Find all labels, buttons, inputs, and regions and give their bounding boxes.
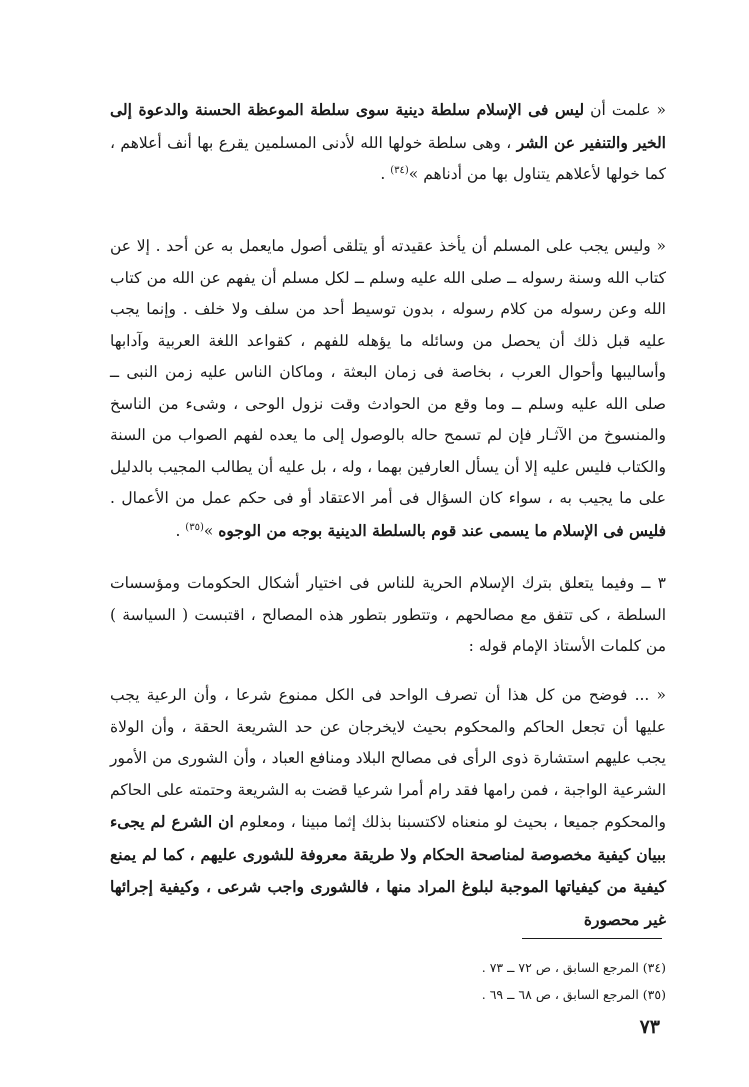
bold-emphasis: ان الشرع لم يجىء ببيان كيفية مخصوصة لمناصحة الحكام ولا طريقة معروفة للشورى عليهم ، كما لم يمنع كيفية من كيفياتها الموجبة لبلوغ المراد منها ، فالشورى واجب شرعى ، وكيفية إجرائها غير محصورة xyxy=(110,812,666,929)
paragraph-text: » xyxy=(203,521,219,540)
paragraph-text: ٣ ــ وفيما يتعلق بترك الإسلام الحرية للناس فى اختيار أشكال الحكومات ومؤسسات السلطة ، كى تتفق مع مصالحهم ، وتتطور بتطور هذه المصالح ، اقتبست ( السياسة ) من كلمات الأستاذ الإمام قوله : xyxy=(110,574,666,655)
paragraph-text: « ... فوضح من كل هذا أن تصرف الواحد فى الكل ممنوع شرعا ، وأن الرعية يجب عليها أن تجعل الحاكم والمحكوم بحيث لايخرجان عن حد الشريعة الحقة ، وأن الولاة يجب عليهم استشارة ذوى الرأى فى مصالح البلاد ومنافع العباد ، وأن الشورى من الأمور الشرعية الواجبة ، فمن رامها فقد رام أمرا شرعيا قضت به الشريعة وحتمته على الحاكم والمحكوم جميعا ، بحيث لو منعناه لاكتسبنا بذلك إثما مبينا ، ومعلوم xyxy=(110,686,666,831)
paragraph-text: ، وهى سلطة خولها الله لأدنى المسلمين يقرع بها أنف أعلاهم ، كما خولها لأعلاهم يتناول بها من أدناهم » xyxy=(110,133,666,183)
bold-emphasis: فليس فى الإسلام ما يسمى عند قوم بالسلطة الدينية بوجه من الوجوه xyxy=(218,520,666,540)
quote-paragraph-2 xyxy=(110,231,666,547)
paragraph-text: « علمت أن xyxy=(584,101,667,119)
footnotes xyxy=(300,954,666,1008)
quote-paragraph-4 xyxy=(110,680,666,936)
footnote-divider xyxy=(522,938,662,939)
paragraph-text: « وليس يجب على المسلم أن يأخذ عقيدته أو يتلقى أصول مايعمل به عن أحد . إلا عن كتاب الله وسنة رسوله ــ صلى الله عليه وسلم ــ لكل مسلم أن يفهم عن الله من كتاب الله وعن رسوله من كلام رسوله ، بدون توسيط أحد من سلف ولا خلف . وإنما يجب عليه قبل ذلك أن يحصل من وسائله ما يؤهله للفهم ، كقواعد اللغة العربية وآدابها وأساليبها وأحوال العرب ، بخاصة فى زمان البعثة ، وماكان الناس عليه زمن النبى ــ صلى الله عليه وسلم ــ وما وقع من الحوادث وقت نزول الوحى ، وشىء من الناسخ والمنسوخ من الآثـار فإن لم تسمح حاله بالوصول إلى ما يعده لفهم الصواب من السنة والكتاب فليس عليه إلا أن يسأل العارفين بهما ، وله ، بل عليه أن يطالب المجيب بالدليل على ما يجيب به ، سواء كان السؤال فى أمر الاعتقاد أو فى حكم عمل من الأعمال . xyxy=(110,237,666,507)
footnote-ref-34: (٣٤) xyxy=(390,164,409,176)
quote-paragraph-1 xyxy=(110,94,666,191)
numbered-paragraph-3 xyxy=(110,568,666,663)
paragraph-end: . xyxy=(175,521,186,540)
paragraph-end: . xyxy=(380,165,391,183)
footnote-35: (٣٥) المرجع السابق ، ص ٦٨ ــ ٦٩ . xyxy=(481,987,666,1002)
bold-emphasis: ليس فى الإسلام سلطة دينية سوى سلطة الموعظة الحسنة والدعوة إلى الخير والتنفير عن الشر xyxy=(110,100,666,152)
footnote-ref-35: (٣٥) xyxy=(185,521,204,533)
page-number: ٧٣ xyxy=(639,1016,660,1038)
footnote-34: (٣٤) المرجع السابق ، ص ٧٢ ــ ٧٣ . xyxy=(481,960,666,975)
